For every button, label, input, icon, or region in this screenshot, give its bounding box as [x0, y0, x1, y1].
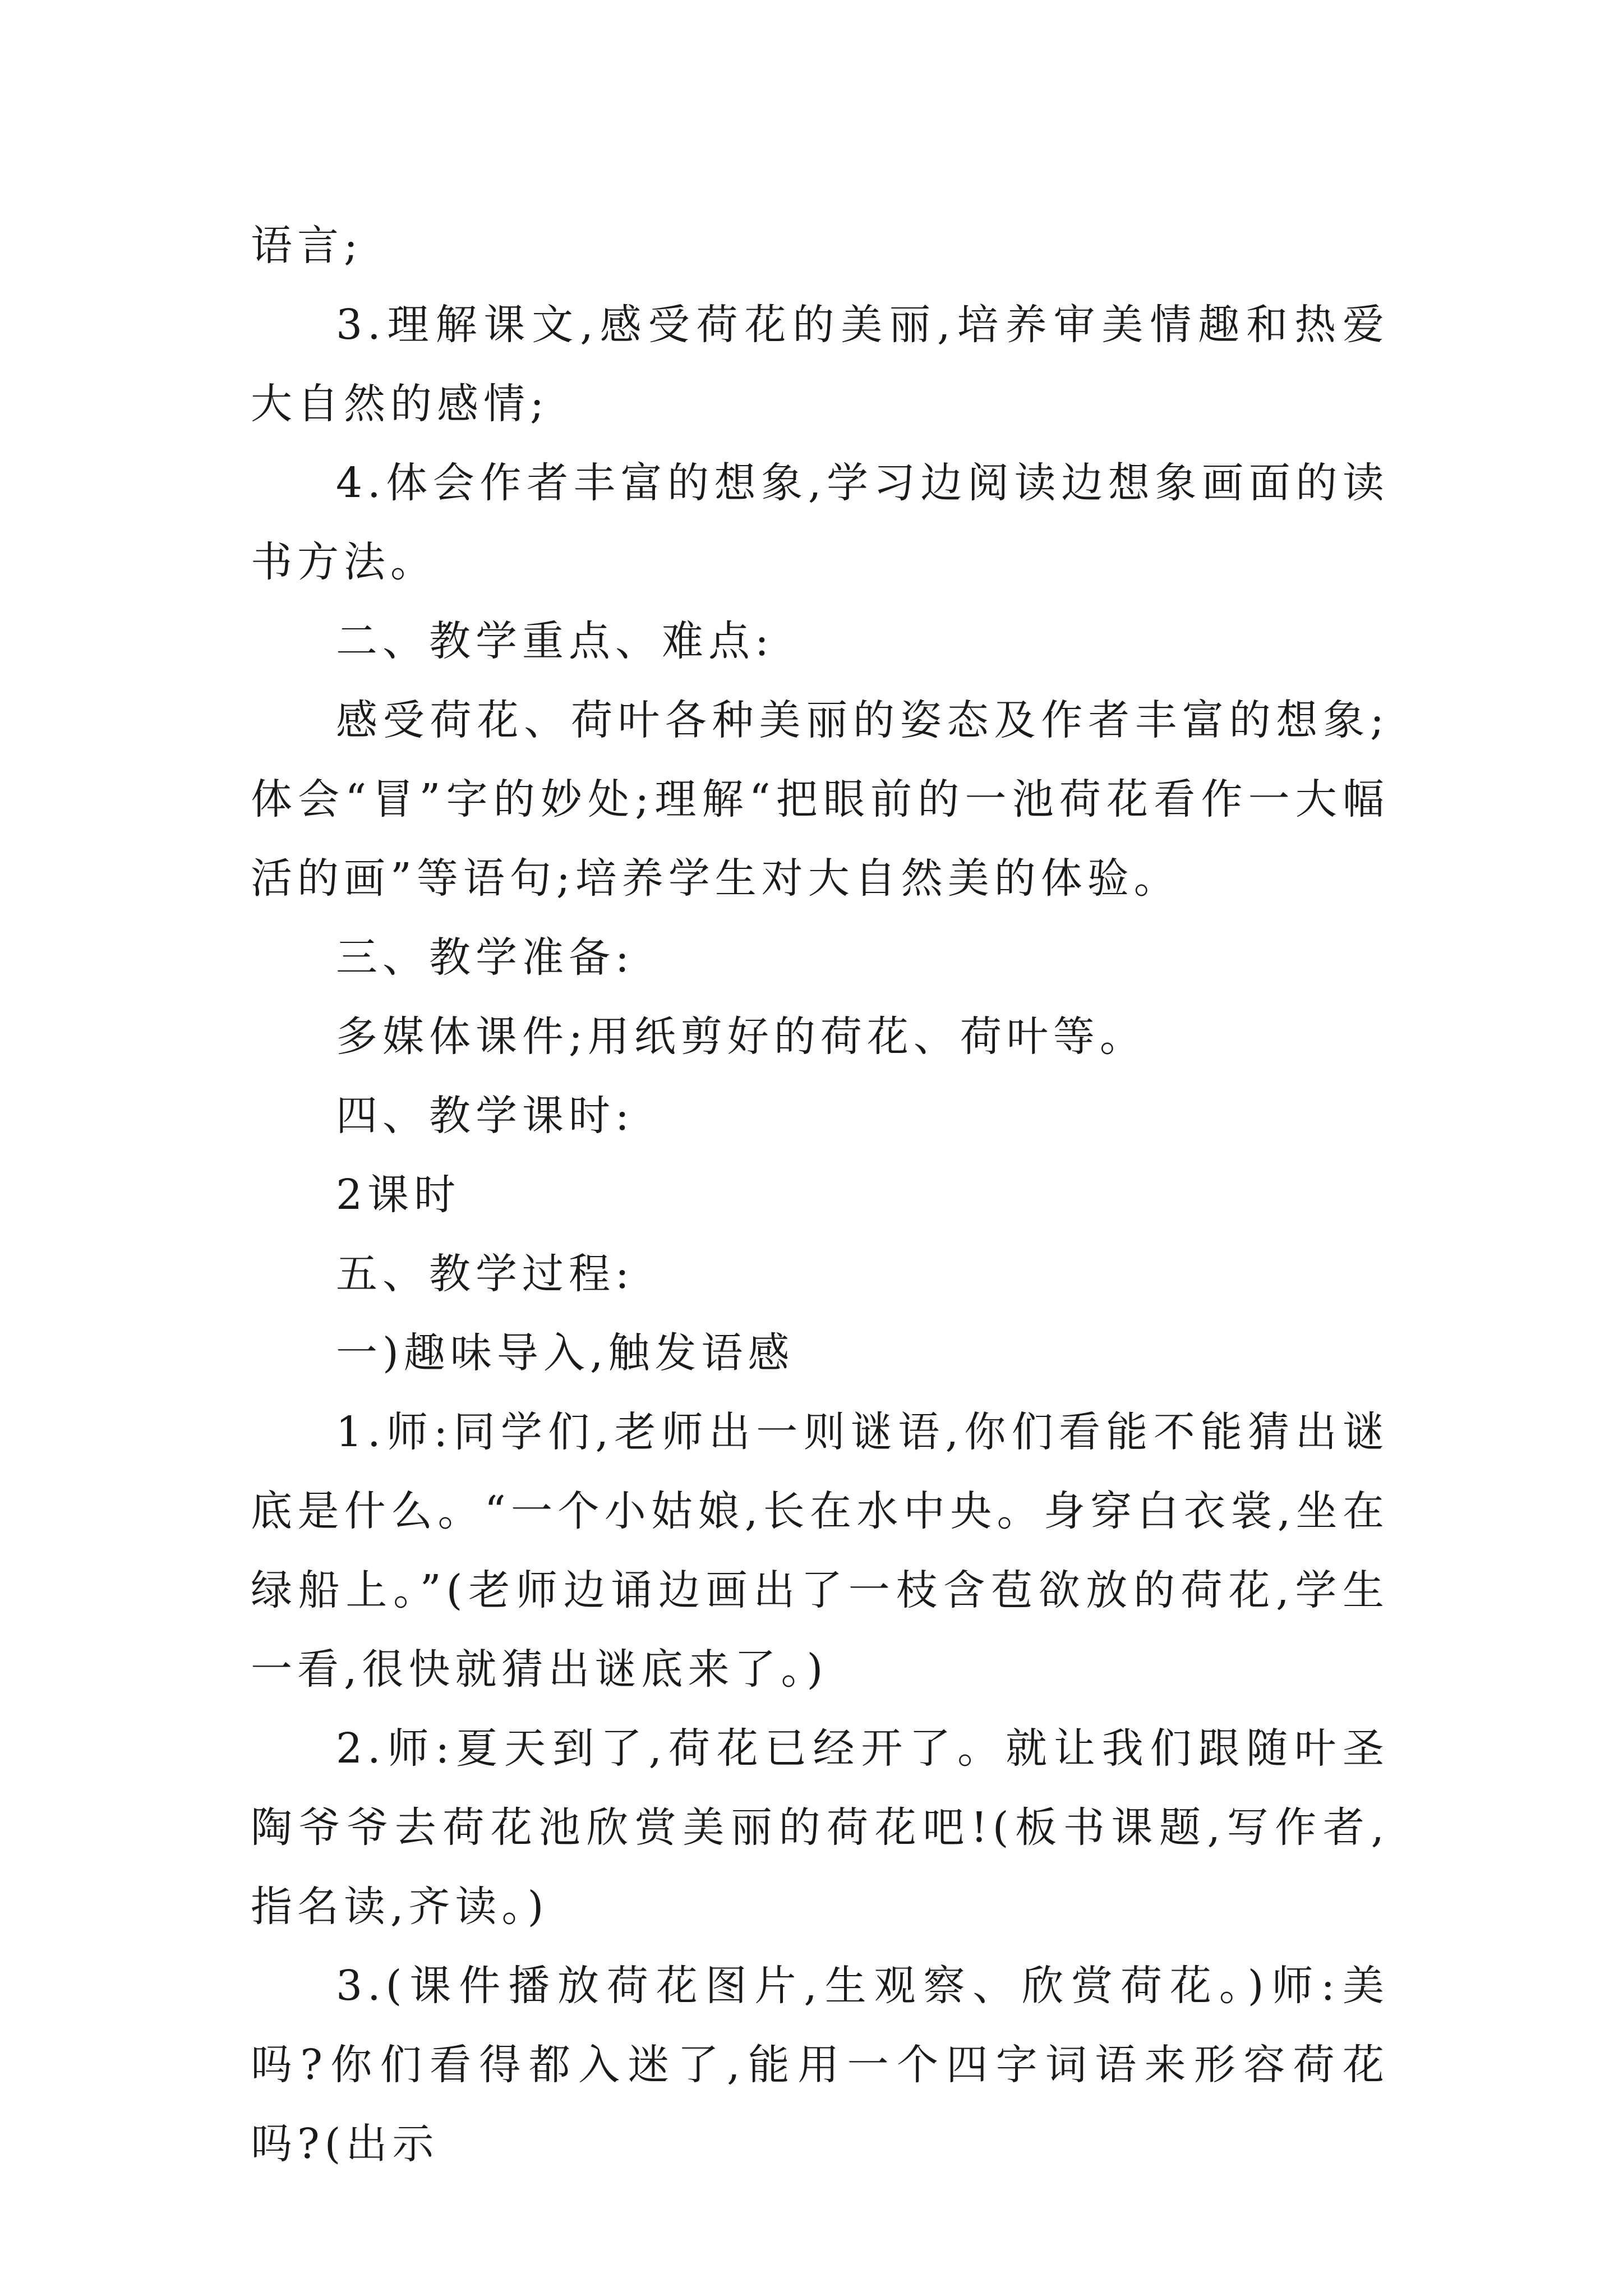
section-heading-process: 五、教学过程:: [336, 1250, 634, 1298]
paragraph-3: 4.体会作者丰富的想象,学习边阅读边想象画面的读书方法。: [251, 459, 1389, 586]
paragraph-1: 语言;: [251, 222, 363, 270]
paragraph-step-1: 1.师:同学们,老师出一则谜语,你们看能不能猜出谜底是什么。“一个小姑娘,长在水中央。身穿白衣裳,坐在绿船上。”(老师边诵边画出了一枝含苞欲放的荷花,学生一看,很快就猜出谜底来了。): [251, 1408, 1389, 1694]
section-heading-preparation: 三、教学准备:: [336, 933, 634, 982]
paragraph-key-points: 感受荷花、荷叶各种美丽的姿态及作者丰富的想象;体会“冒”字的妙处;理解“把眼前的一池荷花看作一大幅活的画”等语句;培养学生对大自然美的体验。: [251, 696, 1389, 903]
section-heading-key-points: 二、教学重点、难点:: [336, 617, 774, 665]
subheading-introduction: 一)趣味导入,触发语感: [336, 1329, 795, 1377]
paragraph-step-2: 2.师:夏天到了,荷花已经开了。就让我们跟随叶圣陶爷爷去荷花池欣赏美丽的荷花吧!(板书课题,写作者,指名读,齐读。): [251, 1724, 1389, 1931]
paragraph-preparation: 多媒体课件;用纸剪好的荷花、荷叶等。: [336, 1013, 1146, 1061]
section-heading-class-hours: 四、教学课时:: [336, 1092, 634, 1140]
document-body: [251, 206, 1389, 2184]
paragraph-class-hours: 2课时: [336, 1171, 461, 1219]
paragraph-step-3: 3.(课件播放荷花图片,生观察、欣赏荷花。)师:美吗?你们看得都入迷了,能用一个四字词语来形容荷花吗?(出示: [251, 1962, 1389, 2168]
paragraph-2: 3.理解课文,感受荷花的美丽,培养审美情趣和热爱大自然的感情;: [251, 301, 1389, 428]
